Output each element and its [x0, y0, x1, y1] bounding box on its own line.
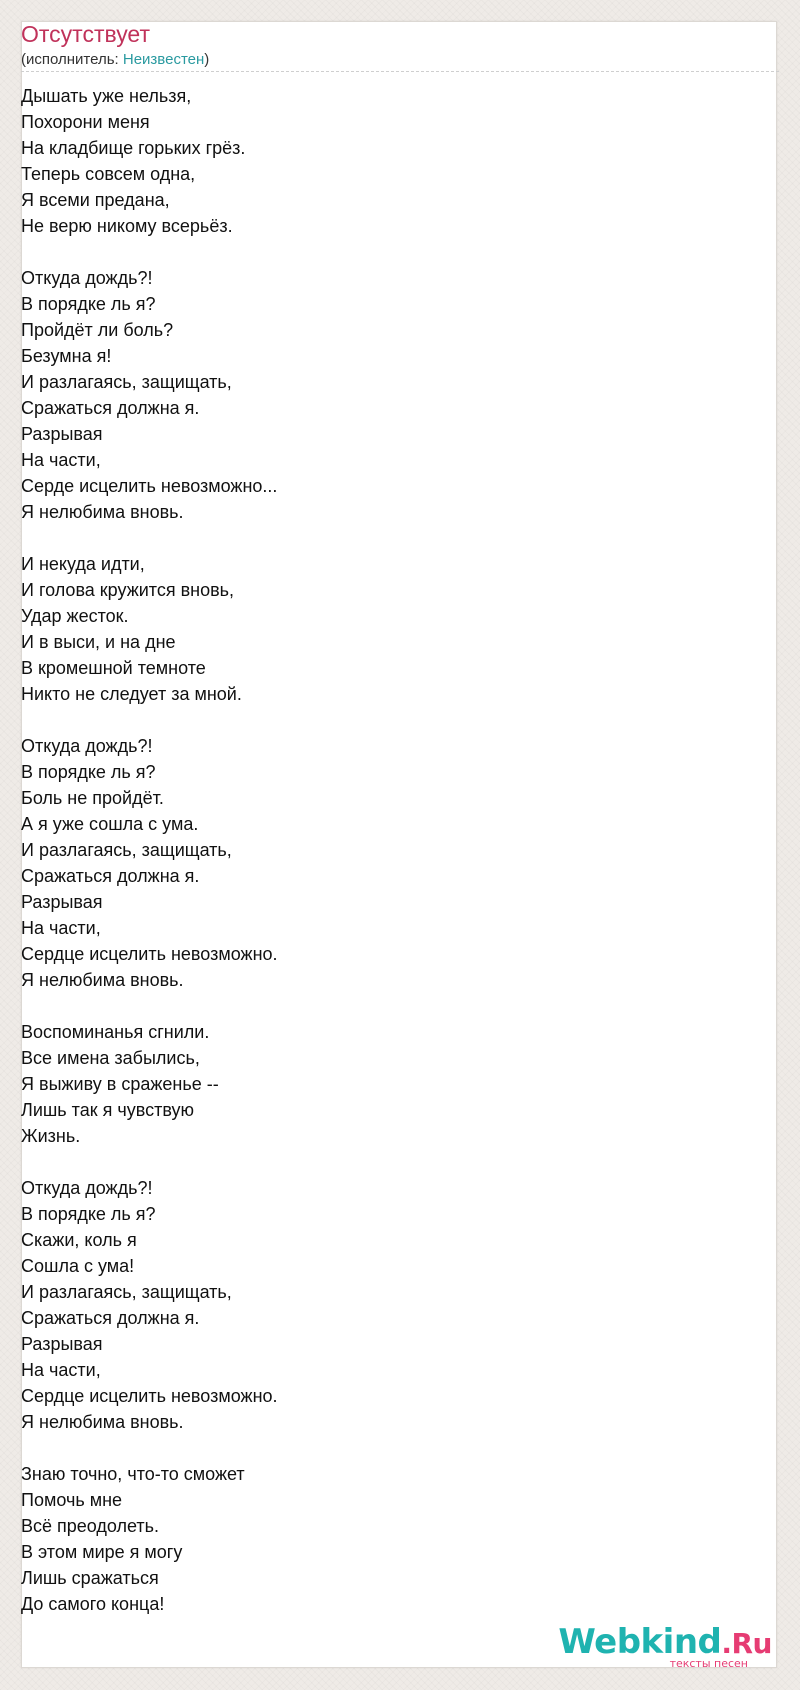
lyric-line: Дышать уже нельзя,: [21, 86, 192, 106]
lyric-line: Похорони меня: [21, 112, 150, 132]
lyric-line: Удар жесток.: [21, 606, 129, 626]
lyric-line: И голова кружится вновь,: [21, 580, 235, 600]
lyrics-stanza: [21, 1175, 779, 1435]
artist-byline: [21, 50, 779, 70]
lyric-line: Сошла с ума!: [21, 1256, 135, 1276]
lyric-line: Воспоминанья сгнили.: [21, 1022, 210, 1042]
lyrics-stanza: [21, 733, 779, 993]
logo-main-text: Webkind: [558, 1622, 722, 1662]
lyrics-body: [21, 83, 779, 1643]
byline-prefix: (исполнитель:: [21, 51, 123, 68]
lyric-line: Серде исцелить невозможно...: [21, 476, 278, 496]
lyric-line: Жизнь.: [21, 1126, 81, 1146]
lyric-line: Сражаться должна я.: [21, 866, 200, 886]
lyric-line: Сражаться должна я.: [21, 398, 200, 418]
song-header: [21, 20, 779, 70]
lyric-line: И в выси, и на дне: [21, 632, 176, 652]
lyric-line: Разрывая: [21, 892, 103, 912]
lyric-line: Я всеми предана,: [21, 190, 170, 210]
lyrics-stanza: [21, 551, 779, 707]
lyric-line: Разрывая: [21, 1334, 103, 1354]
lyric-line: Я нелюбима вновь.: [21, 970, 184, 990]
lyrics-stanza: [21, 1019, 779, 1149]
lyric-line: В кромешной темноте: [21, 658, 206, 678]
byline-suffix: ): [204, 51, 210, 68]
lyric-line: Помочь мне: [21, 1490, 123, 1510]
lyric-line: Всё преодолеть.: [21, 1516, 160, 1536]
lyric-line: Лишь сражаться: [21, 1568, 159, 1588]
lyric-line: Я нелюбима вновь.: [21, 1412, 184, 1432]
song-title: Отсутствует: [21, 21, 150, 47]
artist-link[interactable]: Неизвестен: [122, 51, 205, 68]
lyric-line: Сердце исцелить невозможно.: [21, 944, 278, 964]
lyric-line: На части,: [21, 450, 101, 470]
lyrics-stanza: [21, 83, 779, 239]
lyric-line: Я нелюбима вновь.: [21, 502, 184, 522]
lyric-line: Откуда дождь?!: [21, 1178, 153, 1198]
lyrics-stanza: [21, 1461, 779, 1617]
lyric-line: Знаю точно, что-то сможет: [21, 1464, 245, 1484]
lyric-line: Я выживу в сраженье --: [21, 1074, 219, 1094]
lyric-line: На части,: [21, 918, 101, 938]
lyric-line: До самого конца!: [21, 1594, 165, 1614]
lyric-line: На части,: [21, 1360, 101, 1380]
header-divider: [21, 71, 779, 72]
lyric-line: Никто не следует за мной.: [21, 684, 242, 704]
lyric-line: И разлагаясь, защищать,: [21, 840, 232, 860]
lyric-line: И разлагаясь, защищать,: [21, 1282, 232, 1302]
logo-subtitle: тексты песен: [669, 1657, 748, 1670]
logo-suffix-text: .Ru: [721, 1627, 772, 1660]
lyric-line: Не верю никому всерьёз.: [21, 216, 233, 236]
lyrics-stanza: [21, 265, 779, 525]
lyric-line: И некуда идти,: [21, 554, 145, 574]
lyric-line: И разлагаясь, защищать,: [21, 372, 232, 392]
lyric-line: Откуда дождь?!: [21, 268, 153, 288]
lyric-line: Все имена забылись,: [21, 1048, 200, 1068]
lyric-line: В порядке ль я?: [21, 762, 156, 782]
lyric-line: На кладбище горьких грёз.: [21, 138, 246, 158]
lyric-line: Безумна я!: [21, 346, 112, 366]
lyric-line: А я уже сошла с ума.: [21, 814, 199, 834]
lyric-line: Откуда дождь?!: [21, 736, 153, 756]
lyric-line: Разрывая: [21, 424, 103, 444]
lyric-line: Сердце исцелить невозможно.: [21, 1386, 278, 1406]
lyric-line: Теперь совсем одна,: [21, 164, 196, 184]
lyric-line: В порядке ль я?: [21, 294, 156, 314]
webkind-logo[interactable]: [558, 1624, 772, 1670]
lyric-line: Лишь так я чувствую: [21, 1100, 195, 1120]
lyric-line: Сражаться должна я.: [21, 1308, 200, 1328]
lyric-line: Боль не пройдёт.: [21, 788, 164, 808]
lyric-line: В порядке ль я?: [21, 1204, 156, 1224]
lyric-line: В этом мире я могу: [21, 1542, 183, 1562]
lyric-line: Пройдёт ли боль?: [21, 320, 174, 340]
lyric-line: Скажи, коль я: [21, 1230, 137, 1250]
